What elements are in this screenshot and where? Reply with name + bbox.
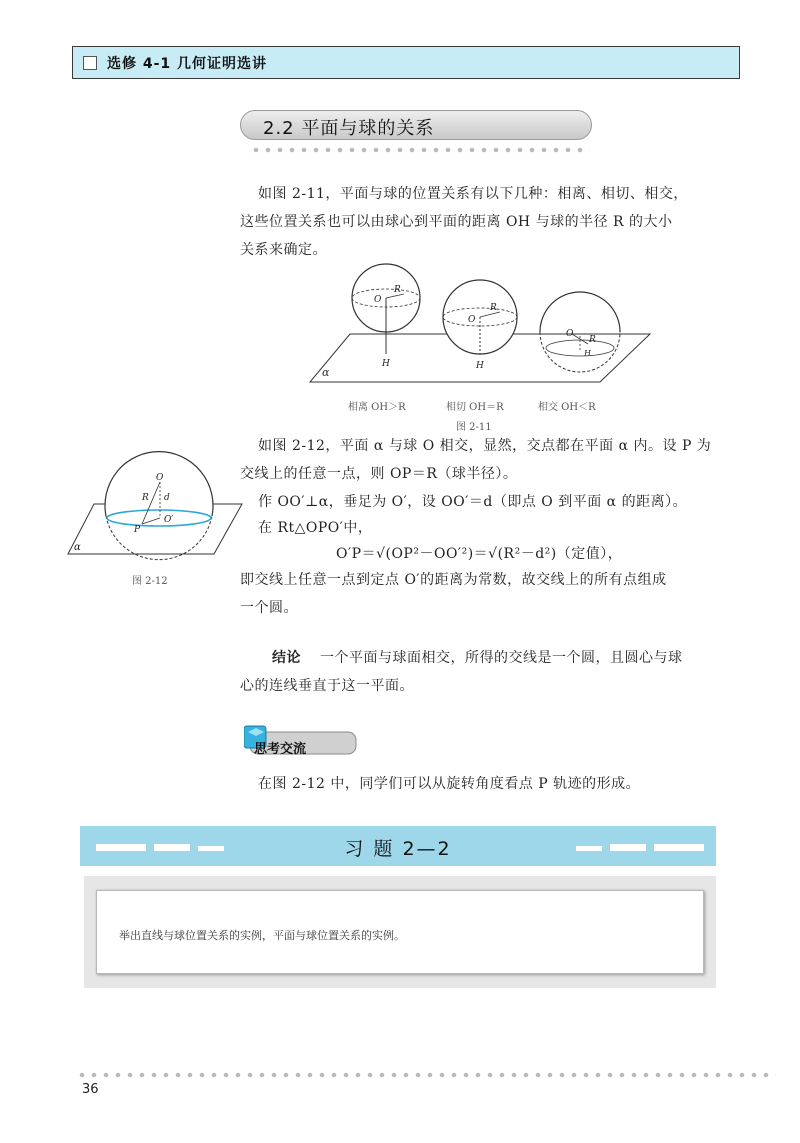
sphere3-center: O xyxy=(566,329,574,339)
plane-label: α xyxy=(322,366,330,379)
paragraph-2-line1: 如图 2-12，平面 α 与球 O 相交，显然，交点都在平面 α 内。设 P 为 xyxy=(258,438,712,454)
fig12-label-o-prime: O′ xyxy=(164,515,174,525)
paragraph-intro-line3: 关系来确定。 xyxy=(240,242,327,258)
fig12-label-r: R xyxy=(142,493,149,503)
footer-divider xyxy=(76,1072,776,1078)
exercise-text: 举出直线与球位置关系的实例，平面与球位置关系的实例。 xyxy=(119,929,405,942)
sphere2-foot: H xyxy=(476,361,484,371)
sphere-tangent xyxy=(443,280,517,371)
section-title-pill xyxy=(240,110,592,140)
formula-distance: O′P＝√(OP²－OO′²)＝√(R²－d²)（定值）， xyxy=(336,546,623,562)
sphere1-center: O xyxy=(374,295,382,305)
paragraph-2-line5: 即交线上任意一点到定点 O′的距离为常数，故交线上的所有点组成 xyxy=(240,572,667,588)
paragraph-2-line6: 一个圆。 xyxy=(240,600,298,616)
exercise-title: 习 题 2—2 xyxy=(344,838,452,860)
sphere1-radius: R xyxy=(394,285,401,295)
sphere-intersecting xyxy=(540,292,620,372)
exercise-box xyxy=(96,890,704,974)
fig12-label-p: P xyxy=(134,525,141,535)
section-divider xyxy=(250,147,590,153)
paragraph-2-line3: 作 OO′⊥α，垂足为 O′，设 OO′＝d（即点 O 到平面 α 的距离）。 xyxy=(258,494,688,510)
sphere2-center: O xyxy=(468,315,476,325)
exercise-banner xyxy=(80,826,716,866)
figure-2-11-subcaption-separate: 相离 OH＞R xyxy=(348,402,406,413)
section-title: 2.2 平面与球的关系 xyxy=(263,118,435,139)
sphere1-foot: H xyxy=(382,359,390,369)
paragraph-intro-line1: 如图 2-11，平面与球的位置关系有以下几种：相离、相切、相交， xyxy=(258,186,688,202)
sphere3-foot: H xyxy=(584,349,591,358)
sphere2-radius: R xyxy=(490,303,497,313)
fig12-label-d: d xyxy=(164,493,170,503)
paragraph-2-line2: 交线上的任意一点，则 OP＝R（球半径）。 xyxy=(240,466,518,482)
conclusion-line1: 一个平面与球面相交，所得的交线是一个圆，且圆心与球 xyxy=(320,650,683,666)
paragraph-intro-line2: 这些位置关系也可以由球心到平面的距离 OH 与球的半径 R 的大小 xyxy=(240,214,673,230)
figure-2-11-subcaption-tangent: 相切 OH＝R xyxy=(446,402,504,413)
header-square-icon xyxy=(83,56,97,70)
header-bar xyxy=(72,46,740,79)
think-discuss-text: 在图 2-12 中，同学们可以从旋转角度看点 P 轨迹的形成。 xyxy=(258,776,641,792)
paragraph-2-line4: 在 Rt△OPO′中， xyxy=(258,520,373,536)
figure-2-12 xyxy=(64,432,244,562)
sphere-separate xyxy=(352,264,420,369)
header-title: 选修 4-1 几何证明选讲 xyxy=(107,56,268,72)
figure-2-11-caption: 图 2-11 xyxy=(456,422,492,433)
conclusion-line2: 心的连线垂直于这一平面。 xyxy=(240,678,414,694)
conclusion-label: 结论 xyxy=(272,650,301,666)
page-number: 36 xyxy=(82,1082,99,1097)
figure-2-12-caption: 图 2-12 xyxy=(132,576,168,587)
figure-2-11-subcaption-intersect: 相交 OH＜R xyxy=(538,402,596,413)
fig12-label-o: O xyxy=(156,473,164,483)
fig12-plane-label: α xyxy=(74,542,81,553)
sphere3-radius: R xyxy=(589,335,596,345)
think-discuss-label: 思考交流 xyxy=(254,742,307,757)
